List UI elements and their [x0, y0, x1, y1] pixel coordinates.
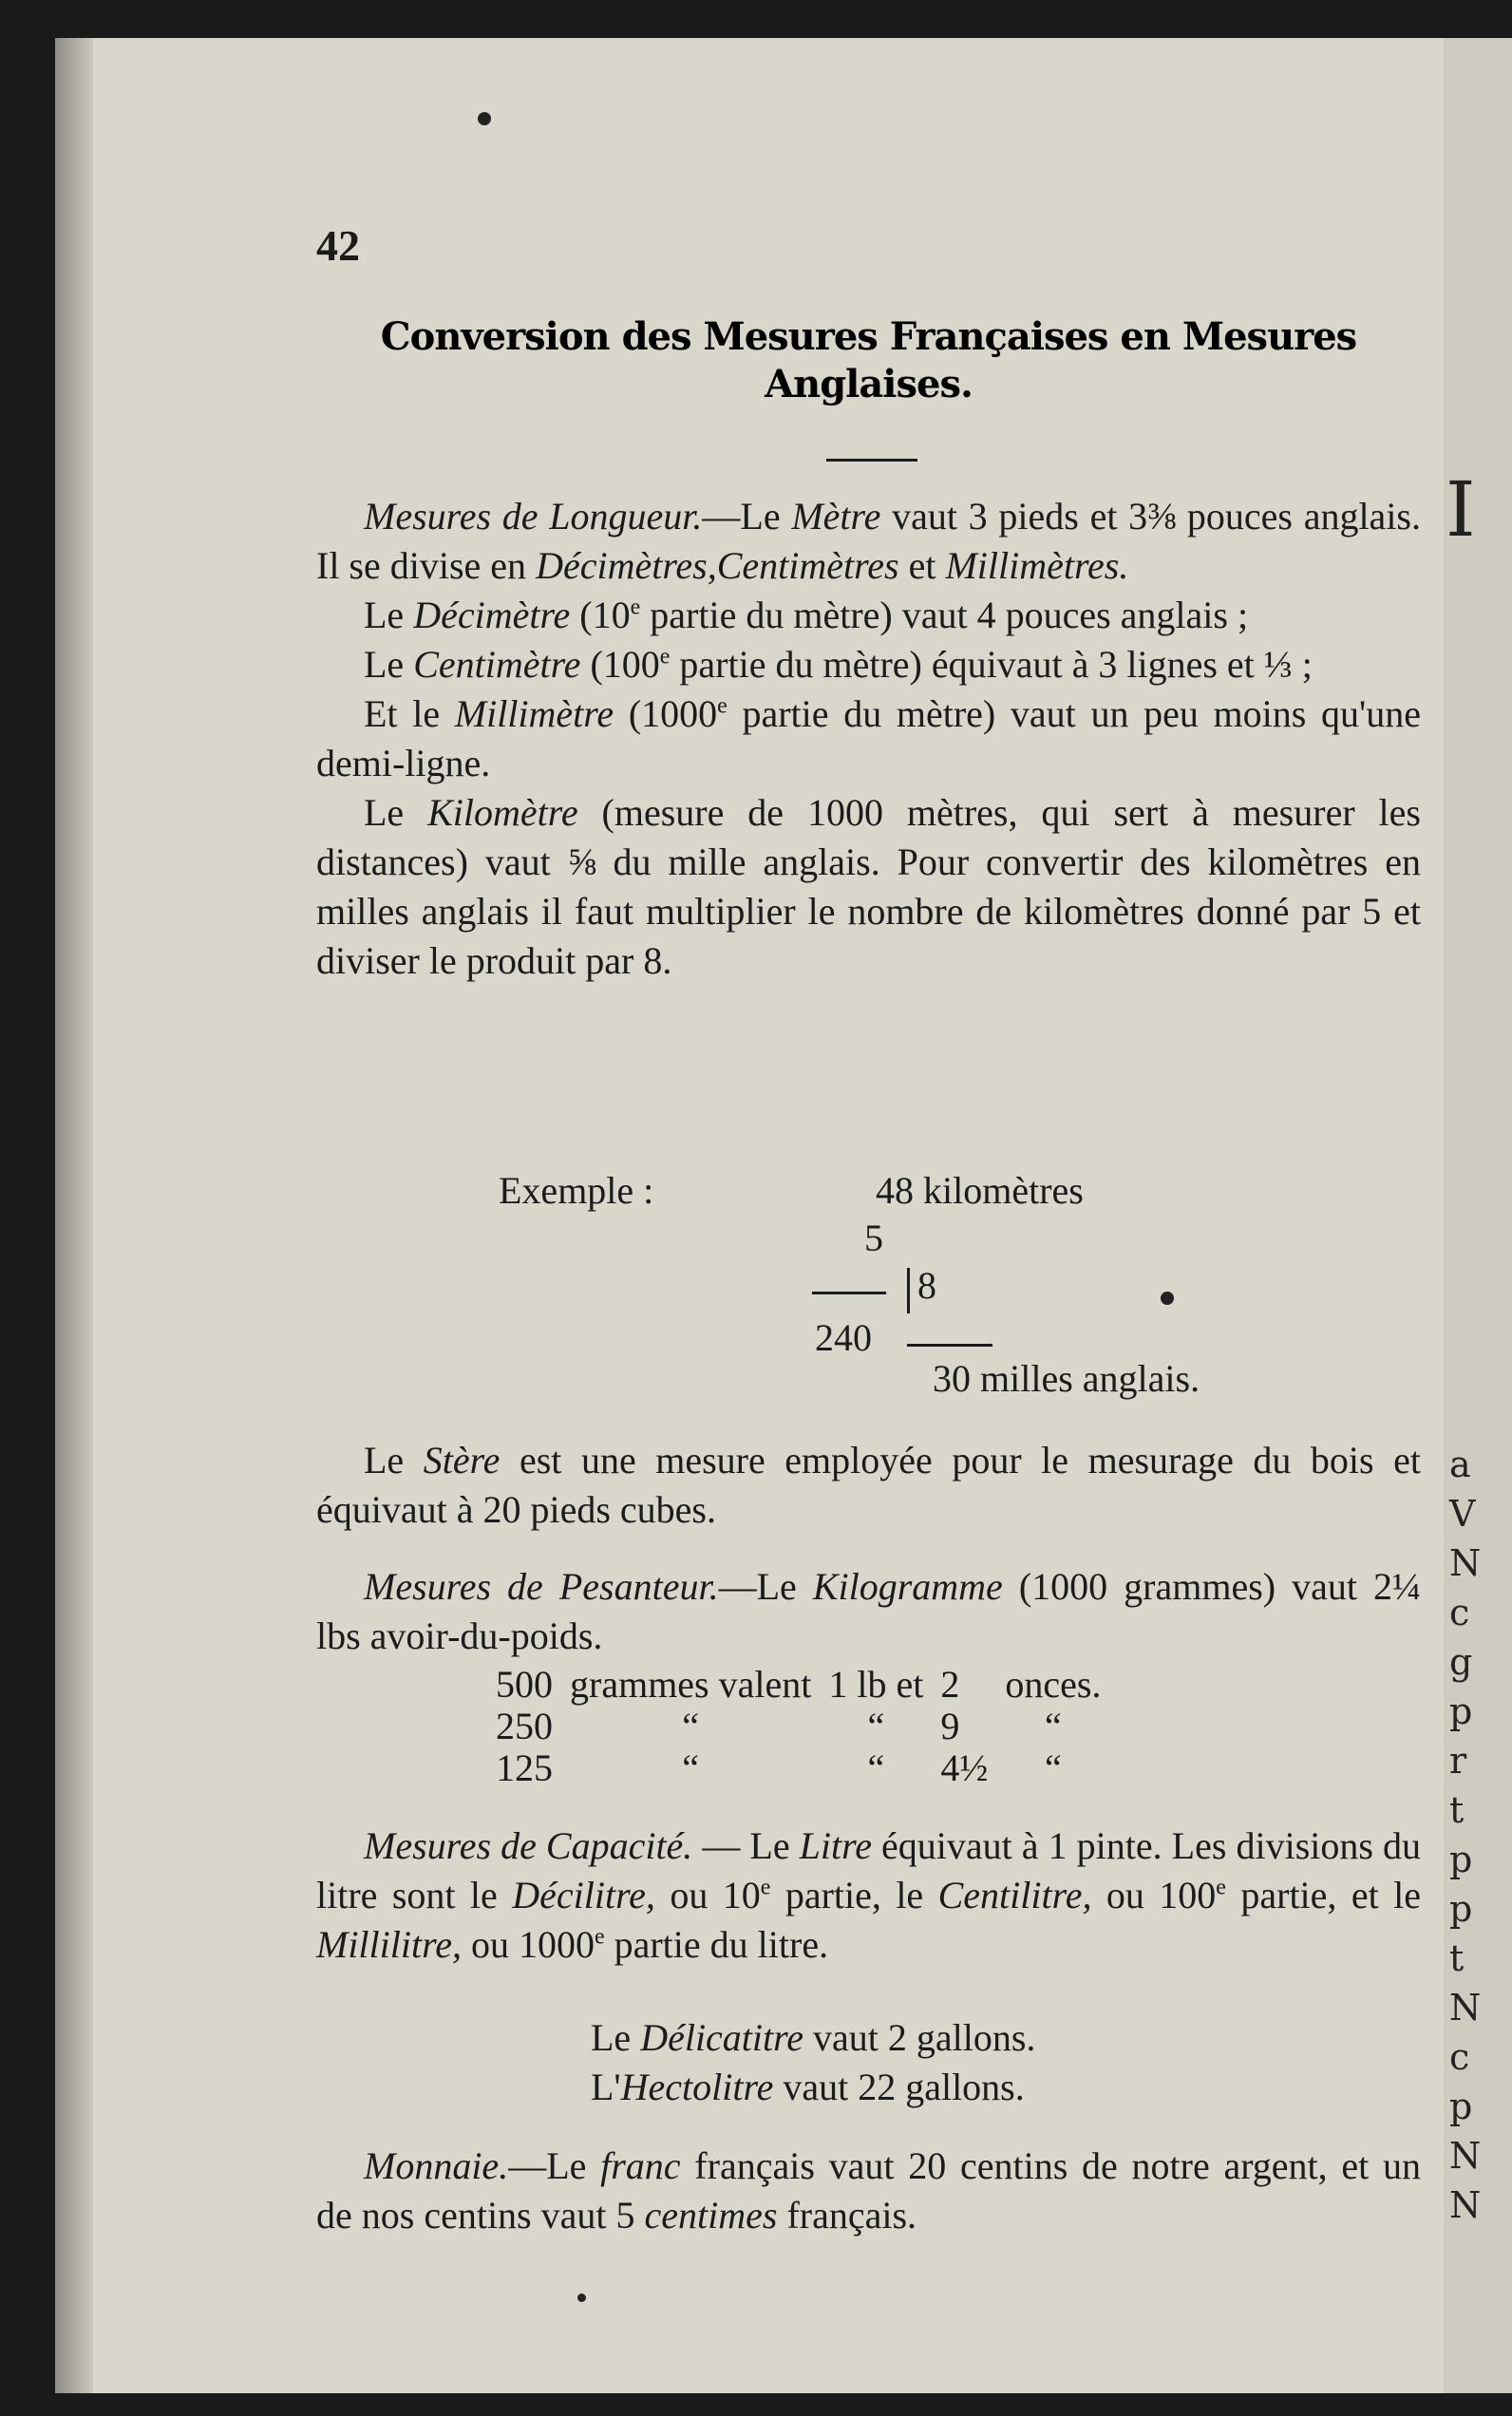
paragraph-litre: Mesures de Capacité. — Le Litre équivaut à 1 pinte. Les divisions du litre sont le Décilitre, ou 10e partie, le Centilitre, ou 100e partie, et le Millilitre, ou 1000e partie du litre. — [316, 1824, 1422, 1966]
weights-cell-tail: onces. — [1005, 1663, 1102, 1706]
adjacent-page-letter: t — [1449, 1937, 1465, 1979]
paragraph-stere: Le Stère est une mesure employée pour le mesurage du bois et équivaut à 20 pieds cubes. — [316, 1439, 1422, 1531]
title-line-2: Anglaises. — [765, 362, 973, 406]
exemple-divisor: 8 — [917, 1264, 936, 1307]
page-gutter — [55, 38, 93, 2393]
heading-capacite: Mesures de Capacité. — [364, 1824, 693, 1867]
adjacent-page-letter: r — [1449, 1740, 1467, 1782]
paragraph-decimetre: Le Décimètre (10e partie du mètre) vaut 4 pouces anglais ; — [364, 594, 1249, 636]
paragraph-kilogramme: Mesures de Pesanteur.—Le Kilogramme (1000 grammes) vaut 2¼ lbs avoir-du-poids. — [316, 1565, 1421, 1657]
heading-monnaie: Monnaie. — [364, 2144, 509, 2187]
weights-cell-unit: grammes valent — [570, 1663, 812, 1706]
section-pesanteur — [316, 1562, 1421, 1661]
exemple-kilometres: 48 kilomètres — [876, 1169, 1084, 1212]
adjacent-page-letter: p — [1449, 1839, 1473, 1880]
weights-cell-qty: 125 — [496, 1746, 553, 1789]
division-bar — [907, 1268, 910, 1313]
weights-cell-tail: “ — [1045, 1705, 1062, 1747]
adjacent-page-letter: N — [1449, 2135, 1482, 2177]
line-hectolitre: L'Hectolitre vaut 22 gallons. — [591, 2066, 1025, 2108]
paragraph-millimetre: Et le Millimètre (1000e partie du mètre) vaut un peu moins qu'une demi-ligne. — [316, 692, 1421, 784]
weights-row — [496, 1664, 1118, 1706]
ink-dot — [478, 112, 491, 125]
weights-cell-lb: 1 lb et — [828, 1663, 924, 1706]
heading-pesanteur: Mesures de Pesanteur. — [364, 1565, 719, 1608]
title-line-1: Conversion des Mesures Françaises en Mesures — [380, 314, 1357, 359]
paragraph-kilometre: Le Kilomètre (mesure de 1000 mètres, qui sert à mesurer les distances) vaut ⅝ du mille anglais. Pour convertir des kilomètres en milles anglais il faut multiplier le nombre de kilomètres donné par 5 et diviser le produit par 8. — [316, 791, 1421, 982]
paragraph-metre: Mesures de Longueur.—Le Mètre vaut 3 pieds et 3⅜ pouces anglais. Il se divise en Décimètres,Centimètres et Millimètres. — [316, 495, 1421, 587]
adjacent-page-letter: c — [1449, 1592, 1470, 1633]
weights-cell-qty: 250 — [496, 1705, 553, 1747]
section-monnaie — [316, 2142, 1421, 2240]
heading-longueur: Mesures de Longueur. — [364, 495, 703, 538]
adjacent-page-letter: V — [1449, 1493, 1476, 1535]
weights-cell-onces: 2 — [940, 1663, 960, 1706]
weights-cell-onces: 9 — [940, 1705, 960, 1747]
product-rule — [812, 1292, 886, 1294]
adjacent-page-letter: p — [1449, 1888, 1473, 1930]
section-stere — [316, 1436, 1421, 1535]
title-rule — [826, 459, 917, 462]
weights-row — [496, 1706, 1118, 1747]
section-capacite — [316, 1821, 1421, 1970]
exemple-product: 240 — [815, 1316, 872, 1359]
weights-table — [496, 1664, 1118, 1789]
weights-cell-unit: “ — [682, 1705, 700, 1747]
adjacent-page-letter: I — [1446, 465, 1476, 554]
weights-cell-onces: 4½ — [940, 1746, 989, 1789]
exemple-multiplier: 5 — [864, 1217, 883, 1259]
ink-dot — [1161, 1292, 1174, 1305]
adjacent-page-letter: N — [1449, 1542, 1482, 1584]
paragraph-centimetre: Le Centimètre (100e partie du mètre) équivaut à 3 lignes et ⅓ ; — [364, 643, 1313, 686]
exemple-label: Exemple : — [499, 1169, 654, 1212]
weights-table-wrap — [496, 1664, 1118, 1789]
exemple-result: 30 milles anglais. — [933, 1357, 1200, 1400]
weights-cell-lb: “ — [867, 1746, 885, 1789]
adjacent-page-letter: N — [1449, 2184, 1482, 2226]
weights-cell-qty: 500 — [496, 1663, 553, 1706]
line-decalitre: Le Délicatitre vaut 2 gallons. — [591, 2016, 1036, 2059]
weights-cell-lb: “ — [867, 1705, 885, 1747]
paragraph-monnaie: Monnaie.—Le franc français vaut 20 centins de notre argent, et un de nos centins vaut 5 centimes français. — [316, 2144, 1422, 2237]
adjacent-page-letter: c — [1449, 2036, 1470, 2078]
adjacent-page-strip — [1444, 38, 1512, 2393]
adjacent-page-letter: p — [1449, 1690, 1473, 1732]
adjacent-page-letter: t — [1449, 1789, 1465, 1831]
weights-cell-unit: “ — [682, 1746, 700, 1789]
weights-row — [496, 1747, 1118, 1789]
section-longueur — [316, 492, 1421, 986]
ink-dot — [577, 2293, 586, 2302]
weights-cell-tail: “ — [1045, 1746, 1062, 1789]
page-number: 42 — [316, 221, 360, 270]
adjacent-page-letter: a — [1449, 1444, 1471, 1485]
adjacent-page-letter: g — [1449, 1641, 1473, 1683]
adjacent-page-letter: N — [1449, 1987, 1482, 2029]
quotient-rule — [907, 1344, 992, 1347]
adjacent-page-letter: p — [1449, 2086, 1473, 2127]
page-title — [316, 313, 1421, 408]
